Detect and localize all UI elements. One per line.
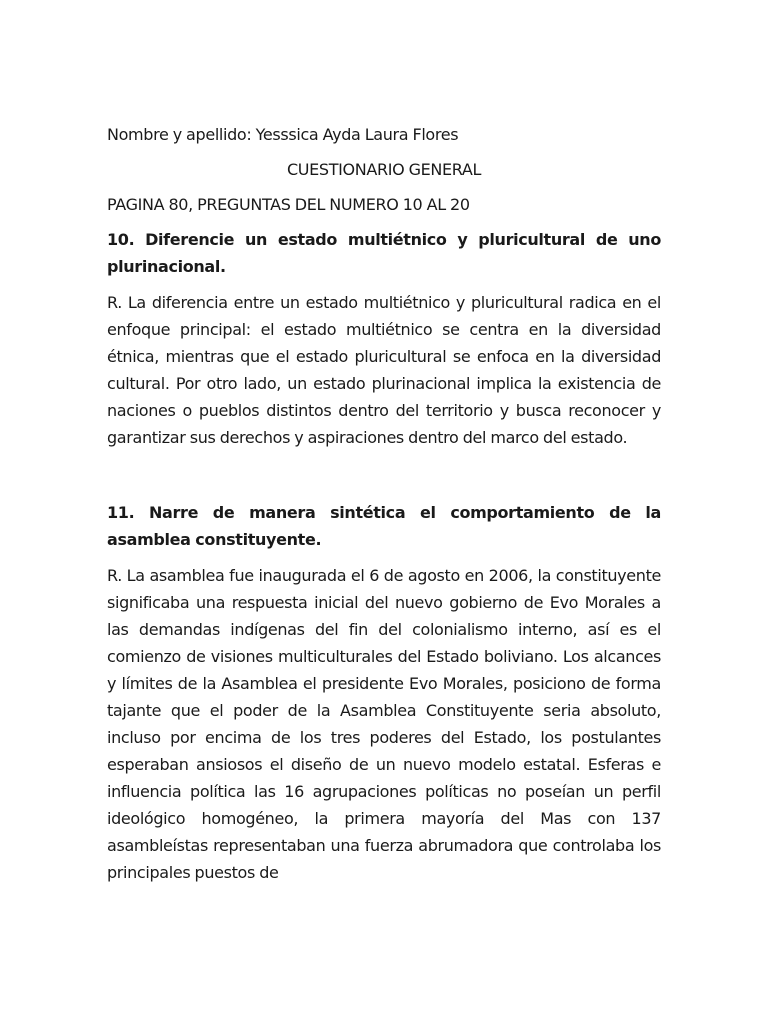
answer-10-text: R. La diferencia entre un estado multiétnico y pluricultural radica en el enfoque principal: el estado multiétnico se centra en la diversidad étnica, mientras que el estado pluricultural se enfoca en la diversidad cultural. Por otro lado, un estado plurinacional implica la existencia de naciones o pueblos distintos dentro del territorio y busca reconocer y garantizar sus derechos y aspiraciones dentro del marco del estado. [107,293,661,447]
document-page [107,121,661,886]
document-title: CUESTIONARIO GENERAL [286,160,482,179]
answer-11-text: R. La asamblea fue inaugurada el 6 de agosto en 2006, la constituyente significaba una respuesta inicial del nuevo gobierno de Evo Morales a las demandas indígenas del fin del colonialismo interno, así es el comienzo de visiones multiculturales del Estado boliviano. Los alcances y límites de la Asamblea el presidente Evo Morales, posiciono de forma tajante que el poder de la Asamblea Constituyente seria absoluto, incluso por encima de los tres poderes del Estado, los postulantes esperaban ansiosos el diseño de un nuevo modelo estatal. Esferas e influencia política las 16 agrupaciones políticas no poseían un perfil ideológico homogéneo, la primera mayoría del Mas con 137 asambleístas representaban una fuerza abrumadora que controlaba los principales puestos de [107,566,661,882]
document-subtitle: PAGINA 80, PREGUNTAS DEL NUMERO 10 AL 20 [107,195,470,214]
question-block-10 [107,226,661,451]
student-name-line: Nombre y apellido: Yesssica Ayda Laura Flores [107,125,459,144]
question-11-text: 11. Narre de manera sintética el comportamiento de la asamblea constituyente. [107,503,661,549]
question-block-11 [107,499,661,886]
section-gap [107,451,661,499]
question-10-text: 10. Diferencie un estado multiétnico y pluricultural de uno plurinacional. [107,230,661,276]
